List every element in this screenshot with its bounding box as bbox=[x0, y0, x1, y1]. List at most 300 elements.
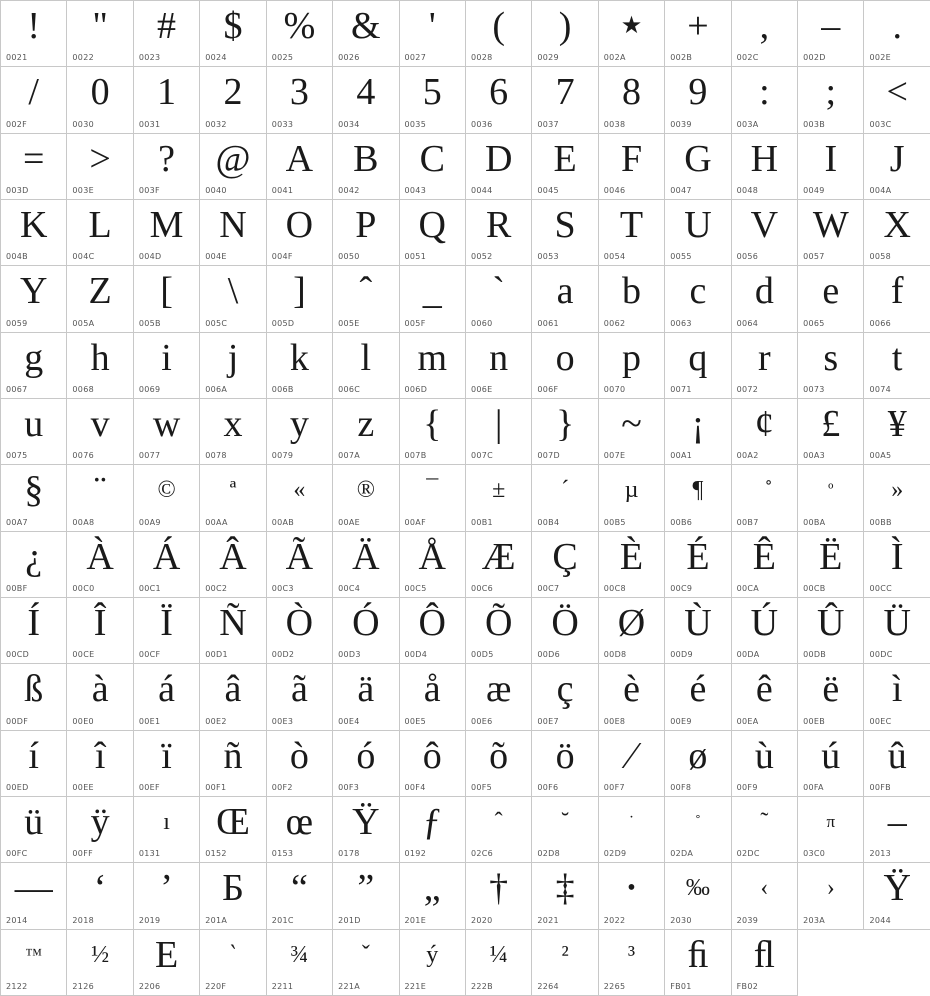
glyph-cell[interactable] bbox=[532, 1, 598, 67]
glyph-character: Ó bbox=[352, 601, 380, 644]
glyph-cell[interactable] bbox=[665, 731, 731, 797]
glyph-character: g bbox=[24, 336, 44, 379]
glyph-codepoint: 006B bbox=[271, 384, 294, 394]
glyph-cell[interactable] bbox=[532, 266, 598, 332]
glyph-cell[interactable] bbox=[864, 266, 930, 332]
glyph-character: Å bbox=[418, 535, 446, 578]
glyph-character: ï bbox=[161, 734, 172, 777]
glyph-cell[interactable] bbox=[200, 333, 266, 399]
glyph-cell[interactable] bbox=[134, 664, 200, 730]
glyph-cell[interactable] bbox=[1, 200, 67, 266]
glyph-cell[interactable] bbox=[67, 532, 133, 598]
glyph-cell[interactable] bbox=[732, 200, 798, 266]
glyph-character: a bbox=[556, 270, 574, 313]
glyph-cell[interactable] bbox=[267, 863, 333, 929]
glyph-cell[interactable] bbox=[333, 532, 399, 598]
glyph-cell[interactable] bbox=[333, 930, 399, 996]
glyph-cell[interactable] bbox=[798, 1, 864, 67]
glyph-character: = bbox=[22, 137, 45, 180]
glyph-cell[interactable] bbox=[599, 598, 665, 664]
glyph-codepoint: 002F bbox=[6, 119, 28, 129]
glyph-cell[interactable] bbox=[665, 465, 731, 531]
glyph-character: M bbox=[149, 203, 184, 246]
glyph-cell[interactable] bbox=[665, 333, 731, 399]
glyph-cell[interactable] bbox=[599, 465, 665, 531]
glyph-cell[interactable] bbox=[67, 930, 133, 996]
glyph-cell[interactable] bbox=[400, 863, 466, 929]
glyph-cell[interactable] bbox=[134, 134, 200, 200]
glyph-cell[interactable] bbox=[798, 797, 864, 863]
glyph-codepoint: 0067 bbox=[6, 384, 28, 394]
glyph-cell[interactable] bbox=[665, 399, 731, 465]
glyph-cell[interactable] bbox=[1, 266, 67, 332]
glyph-cell[interactable] bbox=[532, 333, 598, 399]
glyph-cell[interactable] bbox=[1, 333, 67, 399]
glyph-cell[interactable] bbox=[532, 134, 598, 200]
glyph-cell[interactable] bbox=[665, 863, 731, 929]
glyph-codepoint: 2264 bbox=[537, 981, 559, 991]
glyph-cell[interactable] bbox=[798, 863, 864, 929]
glyph-cell[interactable] bbox=[67, 863, 133, 929]
glyph-cell[interactable] bbox=[532, 797, 598, 863]
glyph-cell[interactable] bbox=[665, 930, 731, 996]
glyph-cell[interactable] bbox=[67, 598, 133, 664]
glyph-cell[interactable] bbox=[134, 1, 200, 67]
glyph-codepoint: 0057 bbox=[803, 252, 825, 262]
glyph-cell[interactable] bbox=[134, 67, 200, 133]
glyph-codepoint: 0035 bbox=[404, 119, 427, 129]
glyph-cell[interactable] bbox=[864, 598, 930, 664]
glyph-character: L bbox=[88, 203, 112, 246]
glyph-codepoint: 2044 bbox=[869, 915, 892, 925]
glyph-character: ~ bbox=[621, 402, 642, 445]
glyph-codepoint: 007D bbox=[537, 451, 561, 461]
glyph-cell[interactable] bbox=[798, 333, 864, 399]
glyph-character: > bbox=[89, 137, 111, 180]
glyph-cell[interactable] bbox=[67, 266, 133, 332]
glyph-cell[interactable] bbox=[134, 200, 200, 266]
glyph-cell[interactable] bbox=[333, 266, 399, 332]
glyph-cell[interactable] bbox=[599, 664, 665, 730]
glyph-cell[interactable] bbox=[134, 333, 200, 399]
glyph-cell[interactable] bbox=[466, 1, 532, 67]
glyph-codepoint: 00B7 bbox=[736, 517, 759, 527]
glyph-codepoint: 201D bbox=[338, 915, 361, 925]
glyph-codepoint: 00BB bbox=[869, 517, 892, 527]
glyph-cell[interactable] bbox=[400, 797, 466, 863]
glyph-character: @ bbox=[215, 137, 251, 180]
glyph-cell[interactable] bbox=[200, 664, 266, 730]
glyph-cell[interactable] bbox=[1, 67, 67, 133]
glyph-cell[interactable] bbox=[599, 200, 665, 266]
glyph-cell[interactable] bbox=[599, 532, 665, 598]
glyph-cell[interactable] bbox=[466, 532, 532, 598]
glyph-codepoint: 0031 bbox=[138, 119, 161, 129]
glyph-cell[interactable] bbox=[732, 532, 798, 598]
glyph-character: Î bbox=[93, 601, 107, 644]
glyph-cell[interactable] bbox=[599, 399, 665, 465]
glyph-cell[interactable] bbox=[864, 664, 930, 730]
glyph-character: i bbox=[161, 336, 172, 379]
glyph-codepoint: 0079 bbox=[271, 451, 294, 461]
glyph-codepoint: 0022 bbox=[72, 53, 94, 63]
glyph-cell[interactable] bbox=[732, 664, 798, 730]
glyph-cell[interactable] bbox=[333, 465, 399, 531]
glyph-codepoint: 2030 bbox=[670, 915, 692, 925]
glyph-cell[interactable] bbox=[1, 797, 67, 863]
glyph-character: n bbox=[489, 336, 509, 379]
glyph-cell[interactable] bbox=[665, 266, 731, 332]
glyph-cell[interactable] bbox=[599, 930, 665, 996]
glyph-cell[interactable] bbox=[333, 333, 399, 399]
glyph-cell[interactable] bbox=[267, 797, 333, 863]
glyph-cell[interactable] bbox=[134, 797, 200, 863]
glyph-cell[interactable] bbox=[864, 863, 930, 929]
glyph-cell[interactable] bbox=[267, 731, 333, 797]
glyph-cell[interactable] bbox=[333, 598, 399, 664]
glyph-cell[interactable] bbox=[798, 399, 864, 465]
glyph-character: G bbox=[684, 137, 712, 180]
glyph-cell[interactable] bbox=[798, 266, 864, 332]
glyph-codepoint: 0040 bbox=[205, 185, 227, 195]
glyph-cell[interactable] bbox=[864, 532, 930, 598]
glyph-codepoint: 222B bbox=[470, 981, 493, 991]
glyph-cell[interactable] bbox=[200, 863, 266, 929]
glyph-cell[interactable] bbox=[466, 465, 532, 531]
glyph-cell[interactable] bbox=[67, 731, 133, 797]
glyph-cell[interactable] bbox=[798, 664, 864, 730]
glyph-cell[interactable] bbox=[67, 67, 133, 133]
glyph-cell[interactable] bbox=[532, 598, 598, 664]
glyph-cell[interactable] bbox=[798, 731, 864, 797]
glyph-cell[interactable] bbox=[267, 399, 333, 465]
glyph-codepoint: 00D6 bbox=[537, 650, 561, 660]
glyph-cell[interactable] bbox=[400, 598, 466, 664]
glyph-cell[interactable] bbox=[267, 333, 333, 399]
glyph-cell[interactable] bbox=[400, 134, 466, 200]
glyph-codepoint: 0038 bbox=[603, 119, 626, 129]
glyph-cell[interactable] bbox=[466, 67, 532, 133]
glyph-codepoint: 0044 bbox=[470, 185, 493, 195]
glyph-cell[interactable] bbox=[333, 731, 399, 797]
glyph-cell[interactable] bbox=[532, 863, 598, 929]
glyph-cell[interactable] bbox=[200, 797, 266, 863]
glyph-cell[interactable] bbox=[134, 930, 200, 996]
glyph-cell[interactable] bbox=[67, 664, 133, 730]
glyph-cell[interactable] bbox=[267, 598, 333, 664]
glyph-character: D bbox=[484, 137, 513, 180]
glyph-character bbox=[732, 466, 797, 514]
glyph-cell[interactable] bbox=[599, 266, 665, 332]
glyph-codepoint: 004F bbox=[271, 252, 293, 262]
glyph-cell[interactable] bbox=[798, 67, 864, 133]
glyph-codepoint: 00FB bbox=[869, 782, 891, 792]
glyph-character: £ bbox=[821, 402, 841, 445]
glyph-cell[interactable] bbox=[200, 731, 266, 797]
glyph-codepoint: 00E3 bbox=[271, 716, 294, 726]
glyph-cell[interactable] bbox=[732, 930, 798, 996]
glyph-cell[interactable] bbox=[1, 399, 67, 465]
glyph-cell[interactable] bbox=[134, 532, 200, 598]
glyph-cell[interactable] bbox=[200, 200, 266, 266]
glyph-cell[interactable] bbox=[267, 200, 333, 266]
glyph-cell[interactable] bbox=[466, 134, 532, 200]
glyph-cell[interactable] bbox=[665, 134, 731, 200]
glyph-cell[interactable] bbox=[67, 134, 133, 200]
glyph-cell[interactable] bbox=[333, 863, 399, 929]
glyph-cell[interactable] bbox=[864, 731, 930, 797]
glyph-cell[interactable] bbox=[267, 930, 333, 996]
glyph-cell[interactable] bbox=[67, 200, 133, 266]
glyph-cell[interactable] bbox=[200, 67, 266, 133]
glyph-cell[interactable] bbox=[466, 598, 532, 664]
glyph-cell[interactable] bbox=[864, 333, 930, 399]
glyph-cell[interactable] bbox=[532, 465, 598, 531]
glyph-cell[interactable] bbox=[864, 399, 930, 465]
glyph-character: ± bbox=[492, 477, 506, 504]
glyph-cell[interactable] bbox=[665, 532, 731, 598]
glyph-cell[interactable] bbox=[1, 598, 67, 664]
glyph-cell[interactable] bbox=[200, 399, 266, 465]
glyph-cell[interactable] bbox=[400, 200, 466, 266]
glyph-cell[interactable] bbox=[134, 731, 200, 797]
glyph-cell[interactable] bbox=[400, 664, 466, 730]
glyph-cell[interactable] bbox=[599, 863, 665, 929]
glyph-cell[interactable] bbox=[798, 532, 864, 598]
glyph-cell[interactable] bbox=[200, 532, 266, 598]
glyph-cell[interactable] bbox=[466, 797, 532, 863]
glyph-cell[interactable] bbox=[1, 664, 67, 730]
glyph-cell[interactable] bbox=[333, 200, 399, 266]
glyph-cell[interactable] bbox=[599, 333, 665, 399]
glyph-cell[interactable] bbox=[333, 399, 399, 465]
glyph-character: S bbox=[554, 203, 576, 246]
glyph-cell[interactable] bbox=[67, 399, 133, 465]
glyph-cell[interactable] bbox=[333, 664, 399, 730]
glyph-cell[interactable] bbox=[134, 863, 200, 929]
glyph-cell[interactable] bbox=[532, 399, 598, 465]
glyph-cell[interactable] bbox=[333, 1, 399, 67]
glyph-codepoint: 2013 bbox=[869, 849, 892, 859]
glyph-cell[interactable] bbox=[599, 797, 665, 863]
glyph-cell[interactable] bbox=[798, 598, 864, 664]
glyph-cell[interactable] bbox=[532, 67, 598, 133]
glyph-cell[interactable] bbox=[665, 1, 731, 67]
glyph-cell[interactable] bbox=[665, 67, 731, 133]
glyph-codepoint: 00A9 bbox=[138, 517, 161, 527]
glyph-character: 5 bbox=[422, 71, 442, 114]
glyph-codepoint: 0070 bbox=[603, 384, 626, 394]
glyph-cell[interactable] bbox=[1, 134, 67, 200]
glyph-cell[interactable] bbox=[864, 797, 930, 863]
glyph-cell[interactable] bbox=[400, 532, 466, 598]
glyph-cell[interactable] bbox=[1, 863, 67, 929]
glyph-cell[interactable] bbox=[732, 598, 798, 664]
glyph-cell[interactable] bbox=[466, 200, 532, 266]
glyph-cell[interactable] bbox=[466, 266, 532, 332]
glyph-character: ˆ bbox=[494, 808, 503, 835]
glyph-cell[interactable] bbox=[665, 664, 731, 730]
glyph-cell[interactable] bbox=[532, 731, 598, 797]
glyph-character: î bbox=[94, 734, 106, 777]
glyph-cell[interactable] bbox=[864, 465, 930, 531]
glyph-cell[interactable] bbox=[200, 598, 266, 664]
glyph-cell[interactable] bbox=[400, 731, 466, 797]
glyph-cell[interactable] bbox=[732, 399, 798, 465]
glyph-cell[interactable] bbox=[732, 134, 798, 200]
glyph-cell[interactable] bbox=[267, 465, 333, 531]
glyph-cell[interactable] bbox=[1, 1, 67, 67]
glyph-cell[interactable] bbox=[67, 465, 133, 531]
glyph-cell[interactable] bbox=[466, 333, 532, 399]
glyph-cell[interactable] bbox=[732, 797, 798, 863]
glyph-codepoint: 003E bbox=[72, 185, 94, 195]
glyph-character: ù bbox=[754, 734, 774, 777]
glyph-cell[interactable] bbox=[134, 266, 200, 332]
glyph-cell[interactable] bbox=[400, 399, 466, 465]
glyph-character: ﬁ bbox=[687, 933, 709, 976]
glyph-character: í bbox=[28, 734, 39, 777]
glyph-cell[interactable] bbox=[665, 598, 731, 664]
glyph-codepoint: 2022 bbox=[603, 915, 626, 925]
glyph-cell[interactable] bbox=[400, 930, 466, 996]
glyph-cell[interactable] bbox=[267, 1, 333, 67]
glyph-cell[interactable] bbox=[134, 465, 200, 531]
glyph-character: s bbox=[823, 336, 839, 379]
glyph-cell[interactable] bbox=[1, 465, 67, 531]
glyph-cell[interactable] bbox=[200, 930, 266, 996]
glyph-cell[interactable] bbox=[134, 399, 200, 465]
glyph-cell[interactable] bbox=[864, 134, 930, 200]
glyph-cell[interactable] bbox=[599, 731, 665, 797]
glyph-codepoint: 0062 bbox=[603, 318, 626, 328]
glyph-cell[interactable] bbox=[599, 134, 665, 200]
glyph-codepoint: 00AF bbox=[404, 517, 426, 527]
glyph-cell[interactable] bbox=[200, 465, 266, 531]
glyph-cell[interactable] bbox=[267, 134, 333, 200]
glyph-character: – bbox=[821, 5, 841, 47]
glyph-cell[interactable] bbox=[732, 333, 798, 399]
glyph-cell[interactable] bbox=[665, 797, 731, 863]
glyph-cell[interactable] bbox=[333, 134, 399, 200]
glyph-cell[interactable] bbox=[798, 134, 864, 200]
glyph-codepoint: 201C bbox=[271, 915, 294, 925]
glyph-cell[interactable] bbox=[864, 1, 930, 67]
glyph-cell[interactable] bbox=[599, 1, 665, 67]
glyph-character: ô bbox=[422, 734, 442, 777]
glyph-codepoint: 2019 bbox=[138, 915, 161, 925]
glyph-cell[interactable] bbox=[798, 465, 864, 531]
glyph-character: p bbox=[622, 336, 641, 379]
glyph-character: I bbox=[824, 137, 838, 180]
glyph-codepoint: 00CA bbox=[736, 583, 760, 593]
glyph-codepoint: 00C4 bbox=[338, 583, 361, 593]
glyph-character: { bbox=[423, 402, 442, 445]
glyph-codepoint: 005C bbox=[205, 318, 228, 328]
glyph-codepoint: 004E bbox=[205, 252, 227, 262]
glyph-character: C bbox=[419, 137, 445, 180]
glyph-character: õ bbox=[489, 734, 509, 777]
glyph-codepoint: 0024 bbox=[205, 53, 227, 63]
glyph-cell[interactable] bbox=[532, 532, 598, 598]
glyph-cell[interactable] bbox=[400, 67, 466, 133]
glyph-cell[interactable] bbox=[466, 930, 532, 996]
glyph-character: f bbox=[890, 270, 904, 313]
glyph-cell[interactable] bbox=[200, 266, 266, 332]
glyph-cell[interactable] bbox=[333, 797, 399, 863]
glyph-cell[interactable] bbox=[1, 532, 67, 598]
glyph-cell[interactable] bbox=[732, 863, 798, 929]
glyph-codepoint: 0065 bbox=[803, 318, 825, 328]
glyph-cell[interactable] bbox=[1, 930, 67, 996]
glyph-cell[interactable] bbox=[67, 797, 133, 863]
glyph-cell[interactable] bbox=[267, 532, 333, 598]
glyph-codepoint: 005F bbox=[404, 318, 426, 328]
glyph-cell[interactable] bbox=[599, 67, 665, 133]
glyph-character: Q bbox=[418, 203, 446, 246]
glyph-cell[interactable] bbox=[864, 200, 930, 266]
glyph-character: à bbox=[91, 668, 109, 711]
glyph-codepoint: 0029 bbox=[537, 53, 559, 63]
glyph-character: › bbox=[826, 875, 835, 902]
glyph-character: æ bbox=[485, 668, 512, 711]
glyph-cell[interactable] bbox=[267, 664, 333, 730]
glyph-cell[interactable] bbox=[732, 1, 798, 67]
glyph-character: œ bbox=[285, 800, 314, 843]
glyph-cell[interactable] bbox=[665, 200, 731, 266]
glyph-cell[interactable] bbox=[466, 664, 532, 730]
glyph-cell[interactable] bbox=[267, 266, 333, 332]
glyph-cell[interactable] bbox=[532, 200, 598, 266]
glyph-character: ' bbox=[428, 5, 436, 47]
glyph-cell[interactable] bbox=[1, 731, 67, 797]
glyph-cell[interactable] bbox=[532, 930, 598, 996]
glyph-cell[interactable] bbox=[732, 731, 798, 797]
glyph-cell[interactable] bbox=[798, 200, 864, 266]
glyph-cell[interactable] bbox=[267, 67, 333, 133]
glyph-character: Ÿ bbox=[883, 867, 911, 910]
glyph-cell[interactable] bbox=[466, 731, 532, 797]
glyph-cell[interactable] bbox=[466, 863, 532, 929]
glyph-codepoint: 02DA bbox=[670, 849, 694, 859]
glyph-cell[interactable] bbox=[466, 399, 532, 465]
glyph-codepoint: 0063 bbox=[670, 318, 692, 328]
glyph-cell[interactable] bbox=[400, 266, 466, 332]
glyph-codepoint: 2039 bbox=[736, 915, 759, 925]
glyph-codepoint: 00E4 bbox=[338, 716, 360, 726]
glyph-cell[interactable] bbox=[134, 598, 200, 664]
glyph-cell[interactable] bbox=[200, 134, 266, 200]
glyph-cell[interactable] bbox=[67, 1, 133, 67]
glyph-cell[interactable] bbox=[400, 333, 466, 399]
glyph-character: O bbox=[285, 203, 314, 246]
glyph-codepoint: 0023 bbox=[138, 53, 161, 63]
glyph-cell[interactable] bbox=[400, 465, 466, 531]
glyph-codepoint: 003D bbox=[6, 185, 29, 195]
glyph-character: † bbox=[489, 867, 509, 910]
glyph-cell[interactable] bbox=[864, 67, 930, 133]
glyph-cell[interactable] bbox=[400, 1, 466, 67]
glyph-cell[interactable] bbox=[200, 1, 266, 67]
glyph-cell[interactable] bbox=[732, 266, 798, 332]
glyph-cell[interactable] bbox=[732, 67, 798, 133]
glyph-cell[interactable] bbox=[67, 333, 133, 399]
glyph-cell[interactable] bbox=[532, 664, 598, 730]
glyph-cell[interactable] bbox=[333, 67, 399, 133]
glyph-cell[interactable] bbox=[732, 465, 798, 531]
glyph-codepoint: 002B bbox=[670, 53, 693, 63]
glyph-character: v bbox=[90, 402, 110, 445]
